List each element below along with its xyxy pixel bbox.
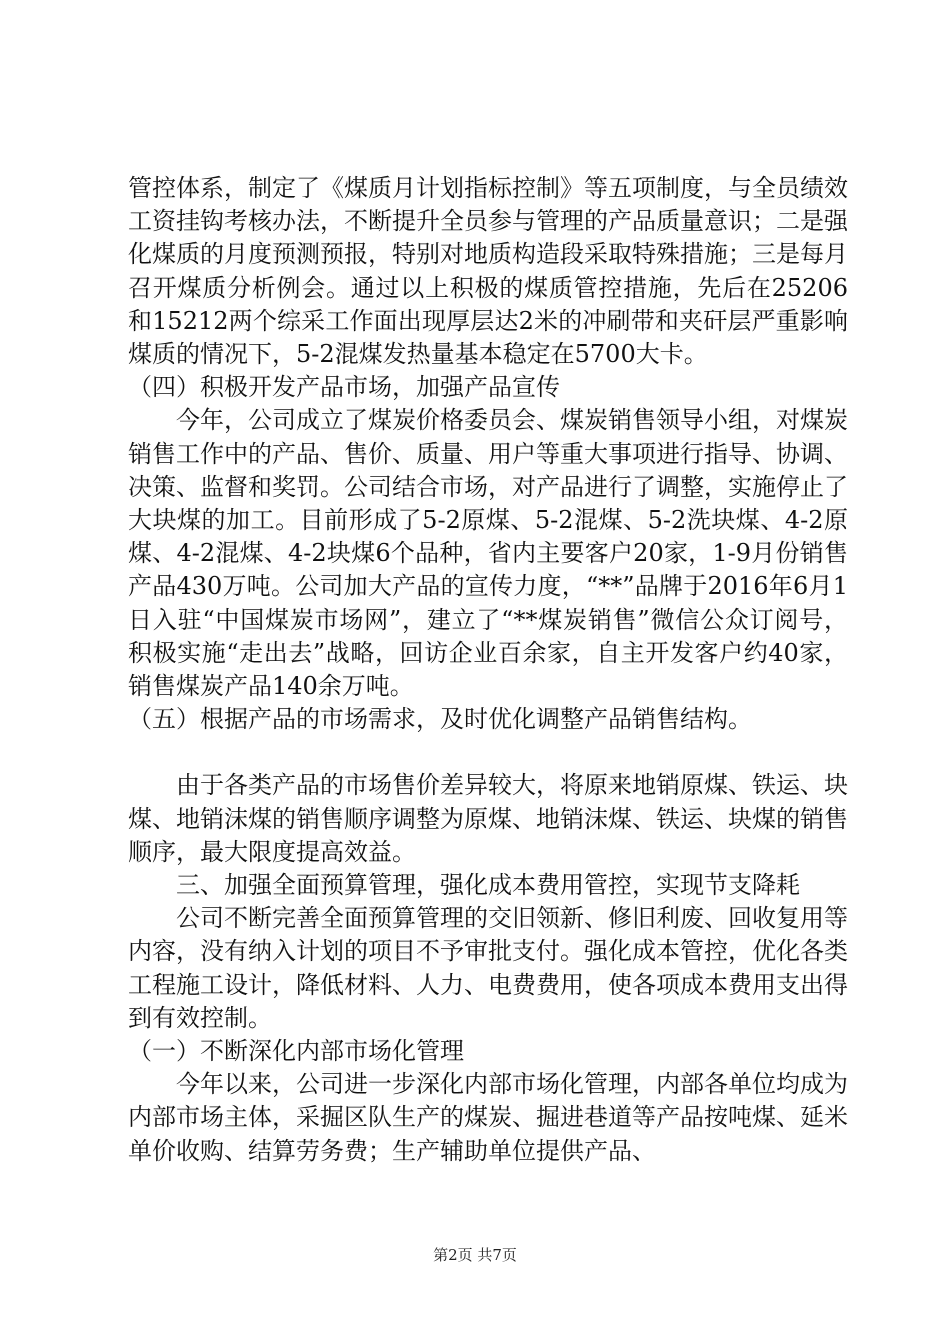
document-body [128, 172, 848, 1168]
paragraph-sales-order: 由于各类产品的市场售价差异较大，将原来地销原煤、铁运、块煤、地销沫煤的销售顺序调整为原煤、地销沫煤、铁运、块煤的销售顺序，最大限度提高效益。 [128, 771, 848, 866]
section-heading-sales-structure: （五）根据产品的市场需求，及时优化调整产品销售结构。 [128, 705, 752, 734]
blank-line [128, 736, 848, 769]
paragraph-budget-details: 公司不断完善全面预算管理的交旧领新、修旧利废、回收复用等内容，没有纳入计划的项目不予审批支付。强化成本管控，优化各类工程施工设计，降低材料、人力、电费费用，使各项成本费用支出得到有效控制。 [128, 904, 848, 1032]
section-heading-market-development: （四）积极开发产品市场，加强产品宣传 [128, 373, 560, 402]
section-heading-internal-market: （一）不断深化内部市场化管理 [128, 1037, 464, 1066]
section-heading-budget-management: 三、加强全面预算管理，强化成本费用管控，实现节支降耗 [176, 871, 800, 900]
page-number-footer: 第2页 共7页 [433, 1246, 517, 1264]
paragraph-coal-quality-control: 管控体系，制定了《煤质月计划指标控制》等五项制度，与全员绩效工资挂钩考核办法，不断提升全员参与管理的产品质量意识；二是强化煤质的月度预测预报，特别对地质构造段采取特殊措施；三是每月召开煤质分析例会。通过以上积极的煤质管控措施，先后在25206和15212两个综采工作面出现厚层达2米的冲刷带和夹矸层严重影响煤质的情况下，5-2混煤发热量基本稳定在5700大卡。 [128, 174, 848, 369]
paragraph-sales-committee: 今年，公司成立了煤炭价格委员会、煤炭销售领导小组，对煤炭销售工作中的产品、售价、质量、用户等重大事项进行指导、协调、决策、监督和奖罚。公司结合市场，对产品进行了调整，实施停止了大块煤的加工。目前形成了5-2原煤、5-2混煤、5-2洗块煤、4-2原煤、4-2混煤、4-2块煤6个品种，省内主要客户20家，1-9月份销售产品430万吨。公司加大产品的宣传力度，“**”品牌于2016年6月1日入驻“中国煤炭市场网”，建立了“**煤炭销售”微信公众订阅号，积极实施“走出去”战略，回访企业百余家，自主开发客户约40家，销售煤炭产品140余万吨。 [128, 406, 848, 701]
paragraph-internal-market: 今年以来，公司进一步深化内部市场化管理，内部各单位均成为内部市场主体，采掘区队生产的煤炭、掘进巷道等产品按吨煤、延米单价收购、结算劳务费；生产辅助单位提供产品、 [128, 1070, 848, 1165]
